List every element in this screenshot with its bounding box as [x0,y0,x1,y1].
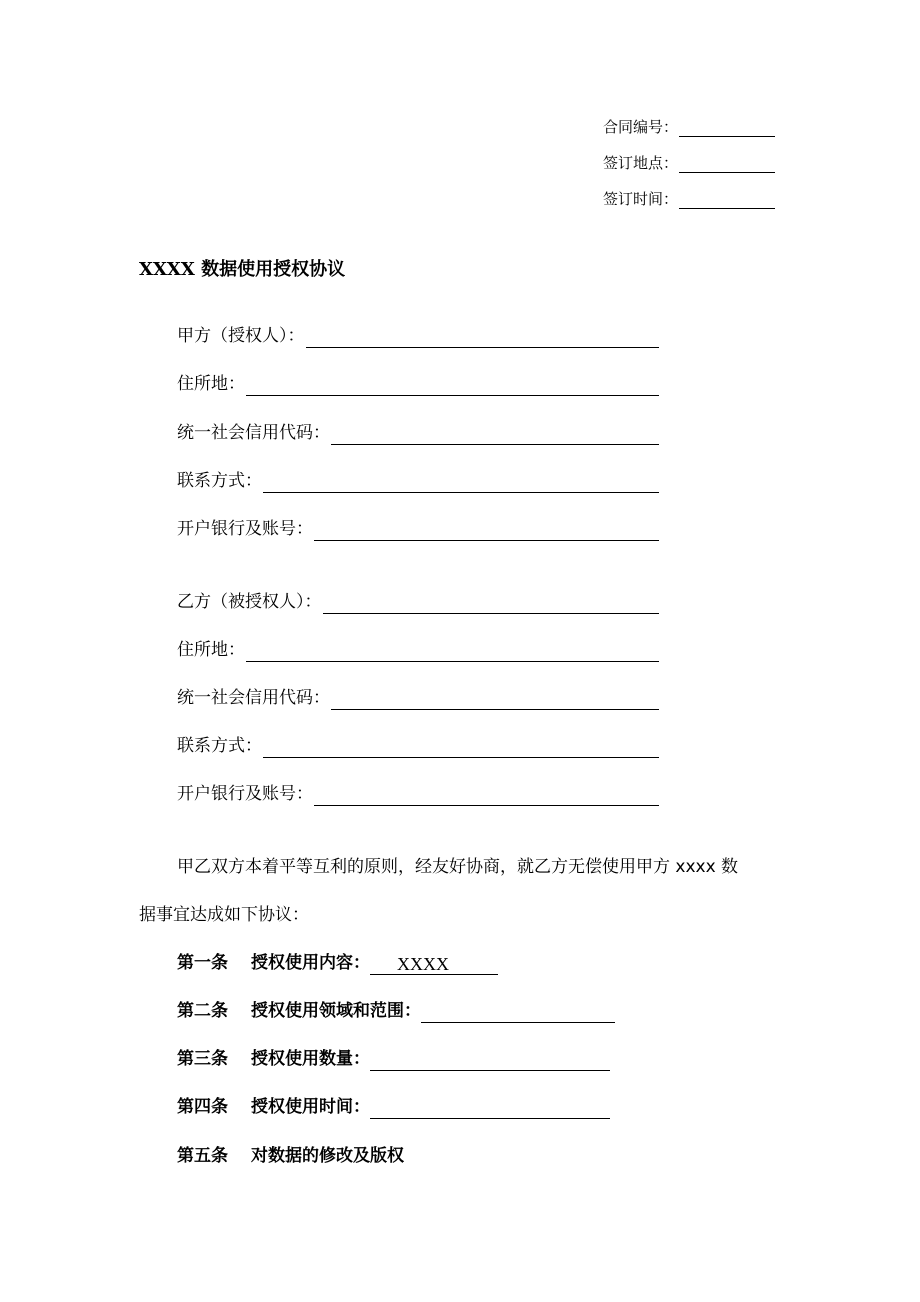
clause-2-title: 授权使用领域和范围： [251,1001,421,1021]
party-a-credit-code-blank[interactable] [331,428,659,445]
document-title: XXXX 数据使用授权协议 [139,259,346,280]
intro-line-1: 甲乙双方本着平等互利的原则，经友好协商，就乙方无偿使用甲方 xxxx 数 [177,857,739,877]
clause-5 [177,1144,404,1168]
sign-time-label: 签订时间： [603,190,679,208]
contract-number-blank[interactable] [679,121,775,137]
clause-5-title: 对数据的修改及版权 [251,1146,404,1166]
clause-1-title: 授权使用内容： [251,953,370,973]
clause-3-number: 第三条 [177,1049,228,1069]
party-b-credit-code-row [177,686,659,710]
clause-4-blank[interactable] [370,1102,610,1119]
clause-3 [177,1047,610,1071]
party-b-address-row [177,638,659,662]
sign-place-field [603,153,775,173]
sign-place-label: 签订地点： [603,154,679,172]
clause-4-title: 授权使用时间： [251,1097,370,1117]
party-b-name-blank[interactable] [323,597,660,614]
party-b-heading-row [177,590,659,614]
sign-time-field [603,189,775,209]
party-a-bank-blank[interactable] [314,524,659,541]
party-b-credit-code-label: 统一社会信用代码： [177,688,330,708]
party-a-contact-label: 联系方式： [177,471,262,491]
party-b-bank-row [177,782,659,806]
party-a-heading: 甲方（授权人）： [177,326,305,346]
clause-2 [177,999,615,1023]
clause-2-number: 第二条 [177,1001,228,1021]
party-b-contact-label: 联系方式： [177,736,262,756]
party-b-credit-code-blank[interactable] [331,693,659,710]
party-a-contact-blank[interactable] [263,476,659,493]
party-a-address-label: 住所地： [177,374,245,394]
party-a-credit-code-row [177,421,659,445]
clause-1 [177,951,498,975]
clause-4-number: 第四条 [177,1097,228,1117]
clause-2-blank[interactable] [421,1006,615,1023]
party-a-address-row [177,372,659,396]
sign-place-blank[interactable] [679,157,775,173]
party-a-credit-code-label: 统一社会信用代码： [177,423,330,443]
clause-4 [177,1095,610,1119]
party-b-address-blank[interactable] [246,645,659,662]
party-a-bank-row [177,517,659,541]
party-b-bank-label: 开户银行及账号： [177,784,313,804]
clause-5-number: 第五条 [177,1146,228,1166]
party-b-bank-blank[interactable] [314,789,659,806]
party-a-address-blank[interactable] [246,379,659,396]
clause-1-value[interactable]: XXXX [370,954,498,975]
party-a-contact-row [177,469,659,493]
clause-1-number: 第一条 [177,953,228,973]
contract-number-label: 合同编号： [603,118,679,136]
party-a-heading-row [177,324,659,348]
intro-line-2: 据事宜达成如下协议： [139,905,309,925]
party-a-name-blank[interactable] [306,331,660,348]
party-b-address-label: 住所地： [177,640,245,660]
clause-3-blank[interactable] [370,1054,610,1071]
party-b-contact-row [177,734,659,758]
party-b-contact-blank[interactable] [263,741,659,758]
contract-number-field [603,117,775,137]
party-a-bank-label: 开户银行及账号： [177,519,313,539]
party-b-heading: 乙方（被授权人）： [177,592,322,612]
clause-3-title: 授权使用数量： [251,1049,370,1069]
sign-time-blank[interactable] [679,193,775,209]
